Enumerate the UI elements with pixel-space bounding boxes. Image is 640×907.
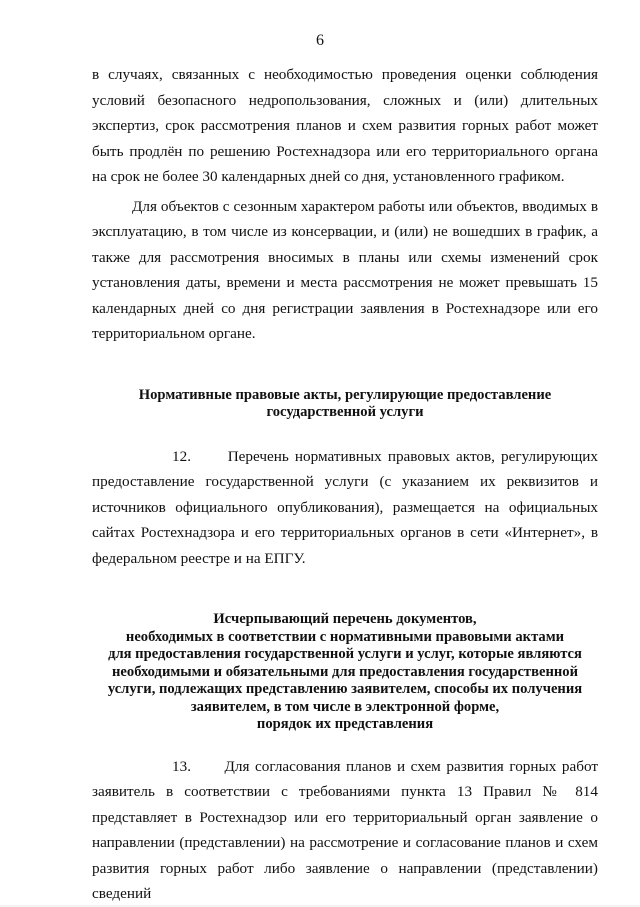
heading-line: Нормативные правовые акты, регулирующие предоставление <box>138 386 552 403</box>
paragraph-13 <box>92 754 598 907</box>
heading-line: услуги, подлежащих представлению заявителем, способы их получения <box>107 681 583 697</box>
heading-line: необходимых в соответствии с нормативными правовыми актами <box>125 628 565 645</box>
document-body <box>92 62 598 907</box>
paragraph-number: 12. <box>172 447 191 465</box>
section-heading-documents-list <box>92 611 598 734</box>
heading-line: государственной услуги <box>266 404 424 420</box>
heading-line: Исчерпывающий перечень документов, <box>213 611 477 627</box>
paragraph-text: Перечень нормативных правовых актов, регулирующих предоставление государственной услуги (с указанием их реквизитов и источников официального опубликования), размещается на официальных сайтах Ростехнадзора и его территориальных органов в сети «Интернет», в федеральном реестре и на ЕПГУ. <box>92 447 599 567</box>
section-heading-normative-acts <box>92 387 598 422</box>
paragraph-number: 13. <box>172 757 191 775</box>
heading-line: заявителем, в том числе в электронной форме, <box>190 698 500 715</box>
heading-line: необходимыми и обязательными для предоставления государственной <box>112 663 578 680</box>
heading-line: порядок их представления <box>256 716 434 732</box>
paragraph-continuation: в случаях, связанных с необходимостью проведения оценки соблюдения условий безопасного недропользования, сложных и (или) длительных экспертиз, срок рассмотрения планов и схем развития горных работ может быть продлён по решению Ростехнадзора или его территориального органа на срок не более 30 календарных дней со дня, установленного графиком. <box>92 66 598 185</box>
paragraph-text: Для согласования планов и схем развития горных работ заявитель в соответствии с требованиями пункта 13 Правил № 814 представляет в Ростехнадзор или его территориальный орган заявление о направлении (представлении) на рассмотрение и согласование планов и схем развития горных работ либо заявление о направлении (представлении) сведений <box>92 757 599 902</box>
paragraph-12 <box>92 444 598 572</box>
heading-line: для предоставления государственной услуги и услуг, которые являются <box>108 646 582 662</box>
paragraph-seasonal-objects: Для объектов с сезонным характером работы или объектов, вводимых в эксплуатацию, в том числе из консервации, и (или) не вошедших в график, а также для рассмотрения вносимых в планы или схемы изменений срок установления даты, времени и места рассмотрения не может превышать 15 календарных дней со дня регистрации заявления в Ростехнадзоре или его территориальном органе. <box>92 197 598 342</box>
page-number: 6 <box>316 32 324 49</box>
